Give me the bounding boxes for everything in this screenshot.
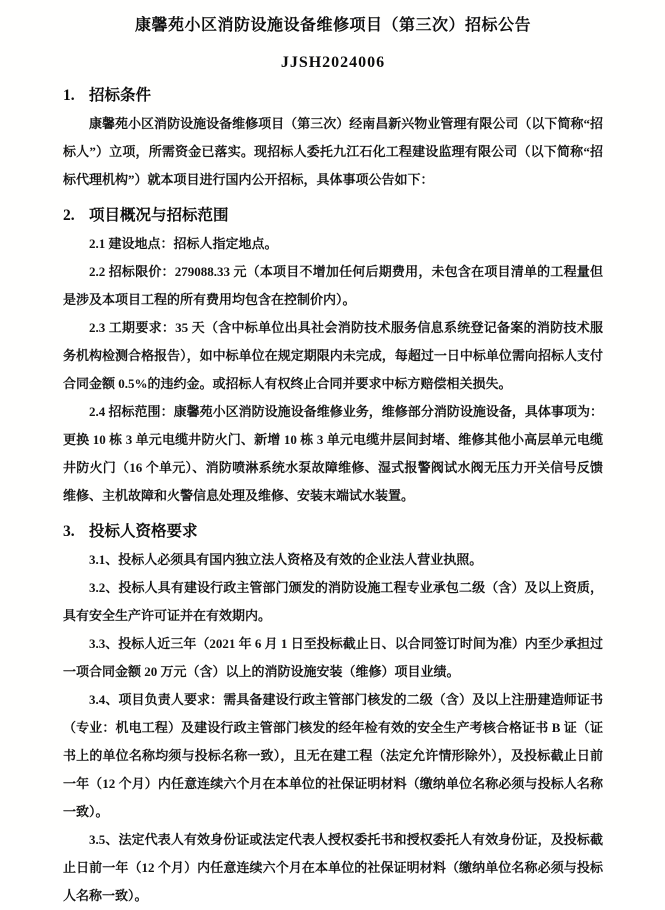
section-heading-text: 招标条件 <box>89 87 152 104</box>
paragraph: 3.2、投标人具有建设行政主管部门颁发的消防设施工程专业承包二级（含）及以上资质，具有安全生产许可证并在有效期内。 <box>63 580 603 623</box>
section-heading-text: 项目概况与招标范围 <box>89 207 229 224</box>
document-number: JJSH2024006 <box>280 54 386 71</box>
paragraph: 2.2 招标限价：279088.33 元（本项目不增加任何后期费用，未包含在项目清单的工程量但是涉及本项目工程的所有费用均包含在控制价内）。 <box>63 264 603 307</box>
paragraph: 2.4 招标范围：康馨苑小区消防设施设备维修业务，维修部分消防设施设备，具体事项为：更换 10 栋 3 单元电缆井防火门、新增 10 栋 3 单元电缆井层间封堵、维修其他小高层单元电缆井防火门（16 个单元）、消防喷淋系统水泵故障维修、湿式报警阀试水阀无压力开关信号反馈维修、主机故障和火警信息处理及维修、安装末端试水装置。 <box>63 404 603 503</box>
paragraph: 2.3 工期要求：35 天（含中标单位出具社会消防技术服务信息系统登记备案的消防技术服务机构检测合格报告），如中标单位在规定期限内未完成，每超过一日中标单位需向招标人支付合同金额 0.5%的违约金。或招标人有权终止合同并要求中标方赔偿相关损失。 <box>63 320 603 391</box>
section-bidder-qualifications <box>63 520 603 910</box>
paragraph: 3.5、法定代表人有效身份证或法定代表人授权委托书和授权委托人有效身份证，及投标截止日前一年（12 个月）内任意连续六个月在本单位的社保证明材料（缴纳单位名称必须与投标人名称一致）。 <box>63 832 603 903</box>
paragraph: 2.1 建设地点：招标人指定地点。 <box>89 236 278 251</box>
section-heading <box>63 84 603 108</box>
section-heading <box>63 204 603 228</box>
document-title: 康馨苑小区消防设施设备维修项目（第三次）招标公告 <box>134 17 531 34</box>
section-bidding-conditions <box>63 84 603 194</box>
section-number: 2. <box>63 207 75 224</box>
section-number: 1. <box>63 87 75 104</box>
section-heading <box>63 520 603 544</box>
paragraph: 3.3、投标人近三年（2021 年 6 月 1 日至投标截止日、以合同签订时间为准）内至少承担过一项合同金额 20 万元（含）以上的消防设施安装（维修）项目业绩。 <box>63 636 603 679</box>
paragraph: 3.1、投标人必须具有国内独立法人资格及有效的企业法人营业执照。 <box>89 552 483 567</box>
section-number: 3. <box>63 523 75 540</box>
section-project-overview <box>63 204 603 510</box>
paragraph: 康馨苑小区消防设施设备维修项目（第三次）经南昌新兴物业管理有限公司（以下简称“招标人”）立项，所需资金已落实。现招标人委托九江石化工程建设监理有限公司（以下简称“招标代理机构”）就本项目进行国内公开招标，具体事项公告如下： <box>63 116 603 187</box>
paragraph: 3.4、项目负责人要求：需具备建设行政主管部门核发的二级（含）及以上注册建造师证书（专业：机电工程）及建设行政主管部门核发的经年检有效的安全生产考核合格证书 B 证（证书上的单位名称均须与投标名称一致），且无在建工程（法定允许情形除外），及投标截止日前一年（12 个月）内任意连续六个月在本单位的社保证明材料（缴纳单位名称必须与投标人名称一致）。 <box>63 692 603 819</box>
section-heading-text: 投标人资格要求 <box>89 523 198 540</box>
